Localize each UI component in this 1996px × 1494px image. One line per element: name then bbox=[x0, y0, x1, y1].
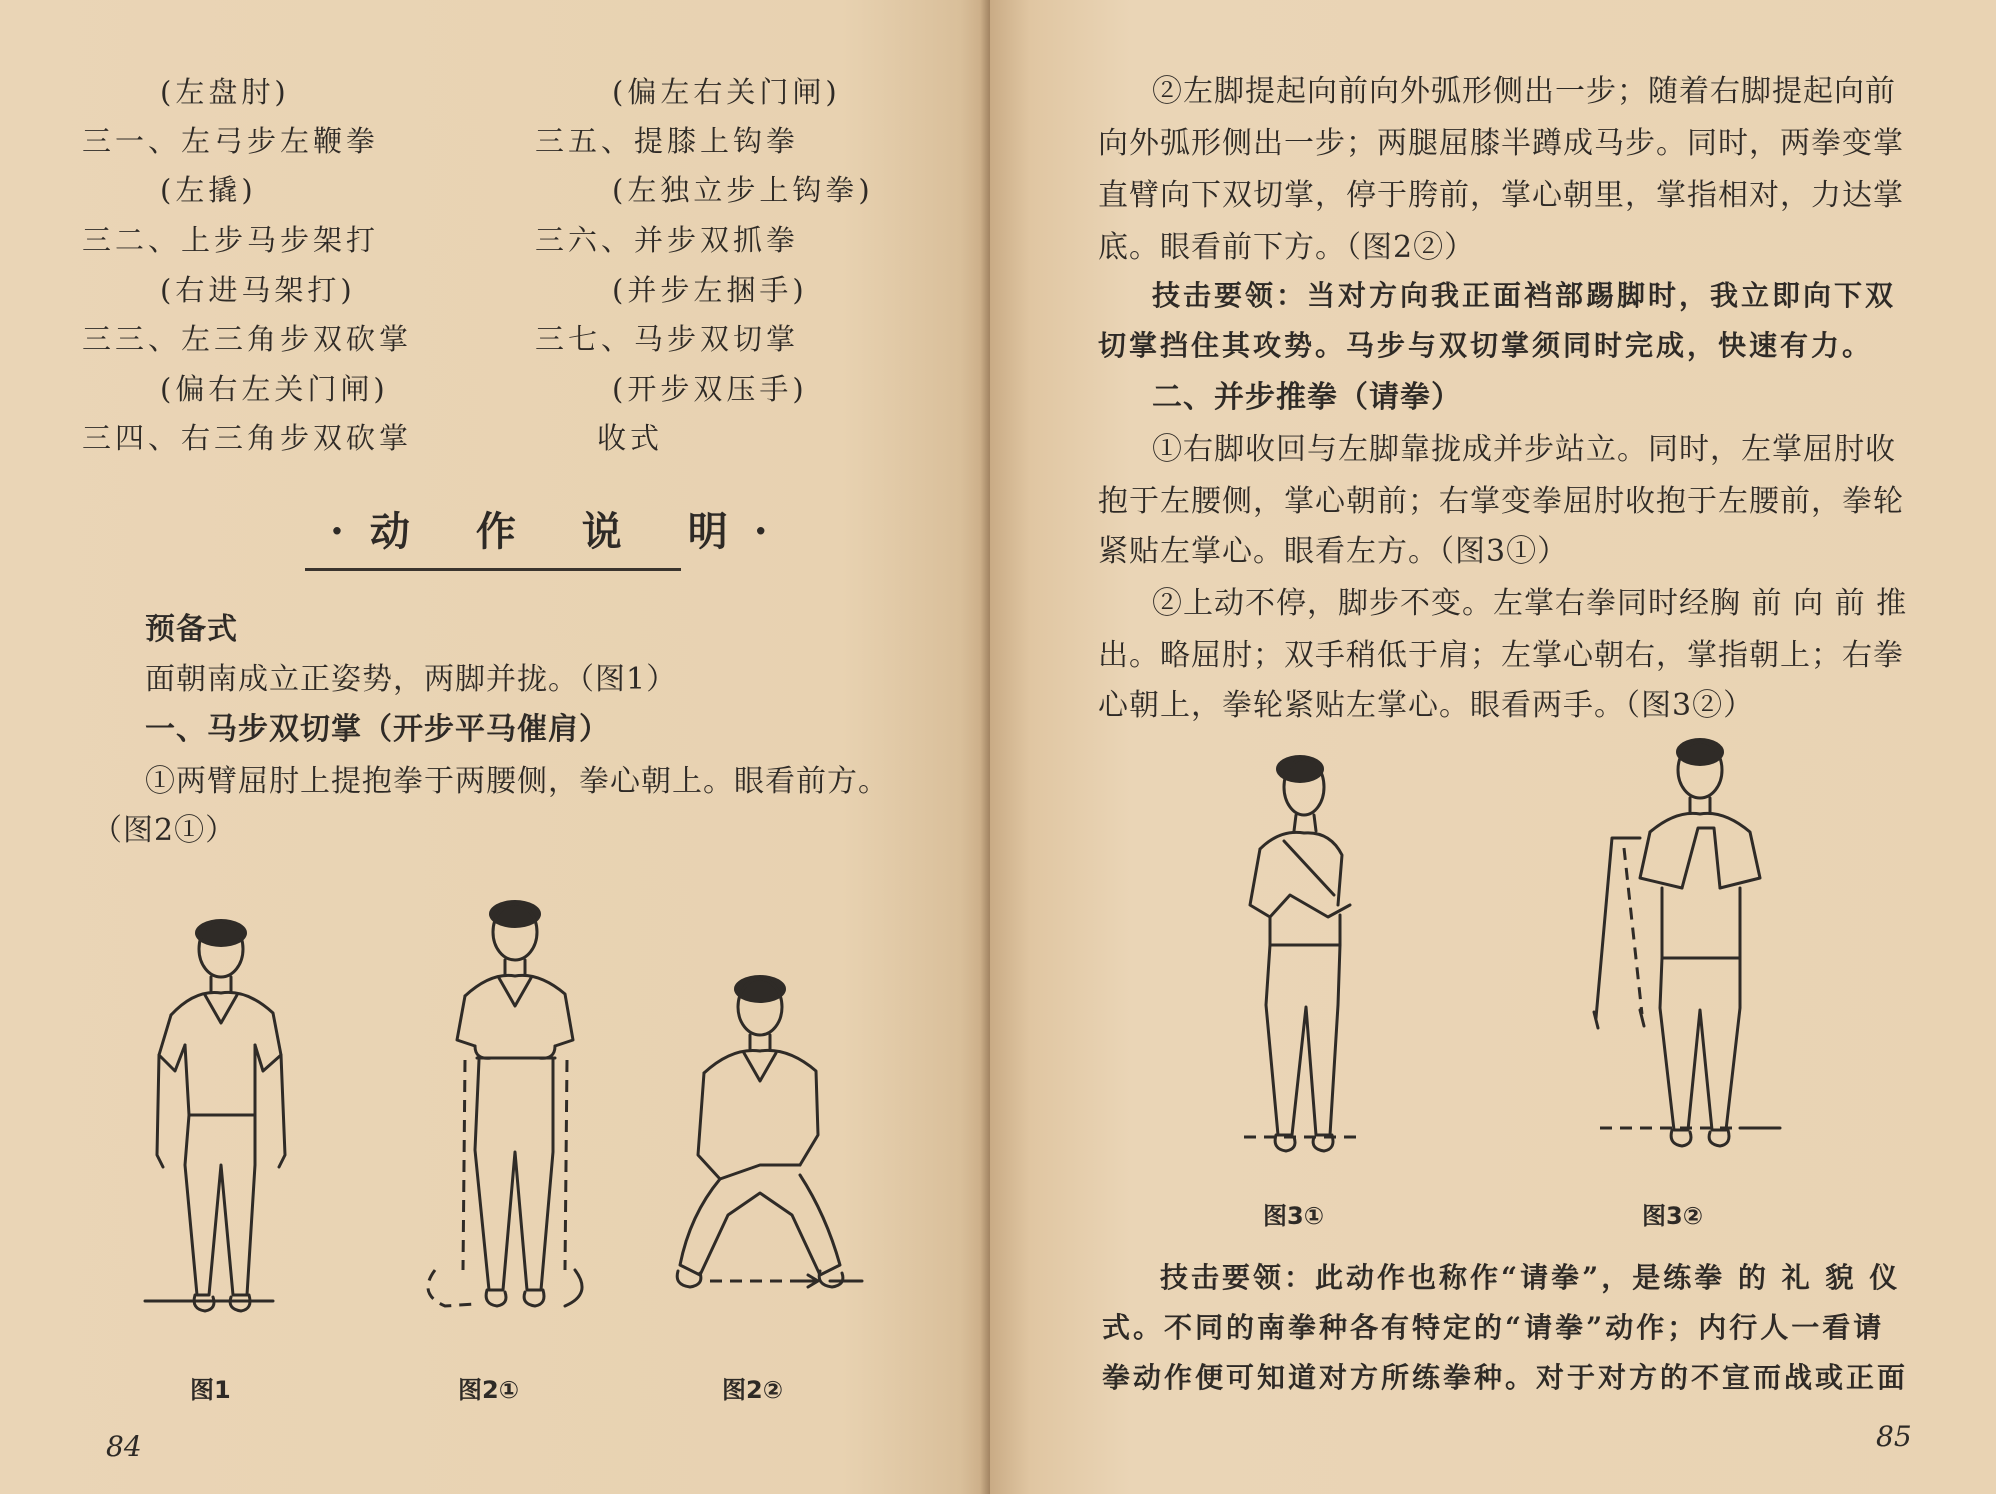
figure-caption: 图3① bbox=[1263, 1202, 1325, 1230]
toc-item: (并步左捆手) bbox=[612, 273, 808, 307]
toc-item: (偏右左关门闸) bbox=[160, 372, 389, 406]
note-line: 技击要领：此动作也称作“请拳”，是练拳 的 礼 貌 仪 bbox=[1160, 1261, 1901, 1294]
page-number: 85 bbox=[1876, 1420, 1912, 1453]
note-line: 式。不同的南拳种各有特定的“请拳”动作；内行人一看请 bbox=[1102, 1311, 1885, 1344]
prep-heading: 预备式 bbox=[145, 612, 238, 647]
prep-text: 面朝南成立正姿势，两脚并拢。（图1） bbox=[145, 662, 678, 697]
right-page bbox=[990, 0, 1996, 1494]
toc-item: (左独立步上钩拳) bbox=[612, 173, 874, 207]
left-page bbox=[0, 0, 990, 1494]
paragraph-line: ②上动不停，脚步不变。左掌右拳同时经胸 前 向 前 推 bbox=[1152, 586, 1908, 621]
section-title-underline bbox=[305, 568, 681, 571]
paragraph-line: 出。略屈肘；双手稍低于肩；左掌心朝右，掌指朝上；右拳 bbox=[1098, 638, 1904, 673]
paragraph-line: ②左脚提起向前向外弧形侧出一步；随着右脚提起向前 bbox=[1152, 74, 1896, 109]
toc-item: (右进马架打) bbox=[160, 273, 356, 307]
toc-item: 三四、右三角步双砍掌 bbox=[82, 421, 413, 455]
figure-caption: 图2② bbox=[722, 1376, 784, 1404]
figure-caption: 图3② bbox=[1642, 1202, 1704, 1230]
page-number: 84 bbox=[106, 1430, 142, 1463]
toc-item: 收式 bbox=[597, 421, 664, 455]
toc-item: (左撬) bbox=[160, 173, 257, 207]
toc-item: (开步双压手) bbox=[612, 372, 808, 406]
toc-item: 三七、马步双切掌 bbox=[535, 322, 800, 356]
paragraph-line: 紧贴左掌心。眼看左方。（图3①） bbox=[1098, 534, 1569, 569]
toc-item: 三五、提膝上钩拳 bbox=[535, 124, 800, 158]
move1-heading: 一、马步双切掌（开步平马催肩） bbox=[145, 712, 610, 747]
toc-item: (偏左右关门闸) bbox=[612, 75, 841, 109]
figure-caption: 图2① bbox=[458, 1376, 520, 1404]
toc-item: 三六、并步双抓拳 bbox=[535, 223, 800, 257]
note-line: 切掌挡住其攻势。马步与双切掌须同时完成，快速有力。 bbox=[1098, 329, 1874, 362]
toc-item: (左盘肘) bbox=[160, 75, 290, 109]
paragraph-line: ①右脚收回与左脚靠拢成并步站立。同时，左掌屈肘收 bbox=[1152, 432, 1896, 467]
section-title: ·动 作 说 明· bbox=[330, 508, 794, 555]
paragraph-line: 底。眼看前下方。（图2②） bbox=[1098, 230, 1476, 265]
paragraph-line: 向外弧形侧出一步；两腿屈膝半蹲成马步。同时，两拳变掌 bbox=[1098, 126, 1904, 161]
toc-item: 三二、上步马步架打 bbox=[82, 223, 380, 257]
move1-step1-text: （图2①） bbox=[92, 813, 237, 848]
paragraph-line: 直臂向下双切掌，停于胯前，掌心朝里，掌指相对，力达掌 bbox=[1098, 178, 1904, 213]
move1-step1-text: ①两臂屈肘上提抱拳于两腰侧，拳心朝上。眼看前方。 bbox=[145, 764, 889, 799]
move2-heading: 二、并步推拳（请拳） bbox=[1152, 380, 1462, 415]
paragraph-line: 心朝上，拳轮紧贴左掌心。眼看两手。（图3②） bbox=[1098, 688, 1755, 723]
toc-item: 三三、左三角步双砍掌 bbox=[82, 322, 413, 356]
figure-caption: 图1 bbox=[190, 1376, 231, 1404]
note-line: 拳动作便可知道对方所练拳种。对于对方的不宣而战或正面 bbox=[1102, 1361, 1909, 1394]
note-line: 技击要领：当对方向我正面裆部踢脚时，我立即向下双 bbox=[1152, 279, 1897, 312]
toc-item: 三一、左弓步左鞭拳 bbox=[82, 124, 380, 158]
paragraph-line: 抱于左腰侧，掌心朝前；右掌变拳屈肘收抱于左腰前，拳轮 bbox=[1098, 484, 1904, 519]
